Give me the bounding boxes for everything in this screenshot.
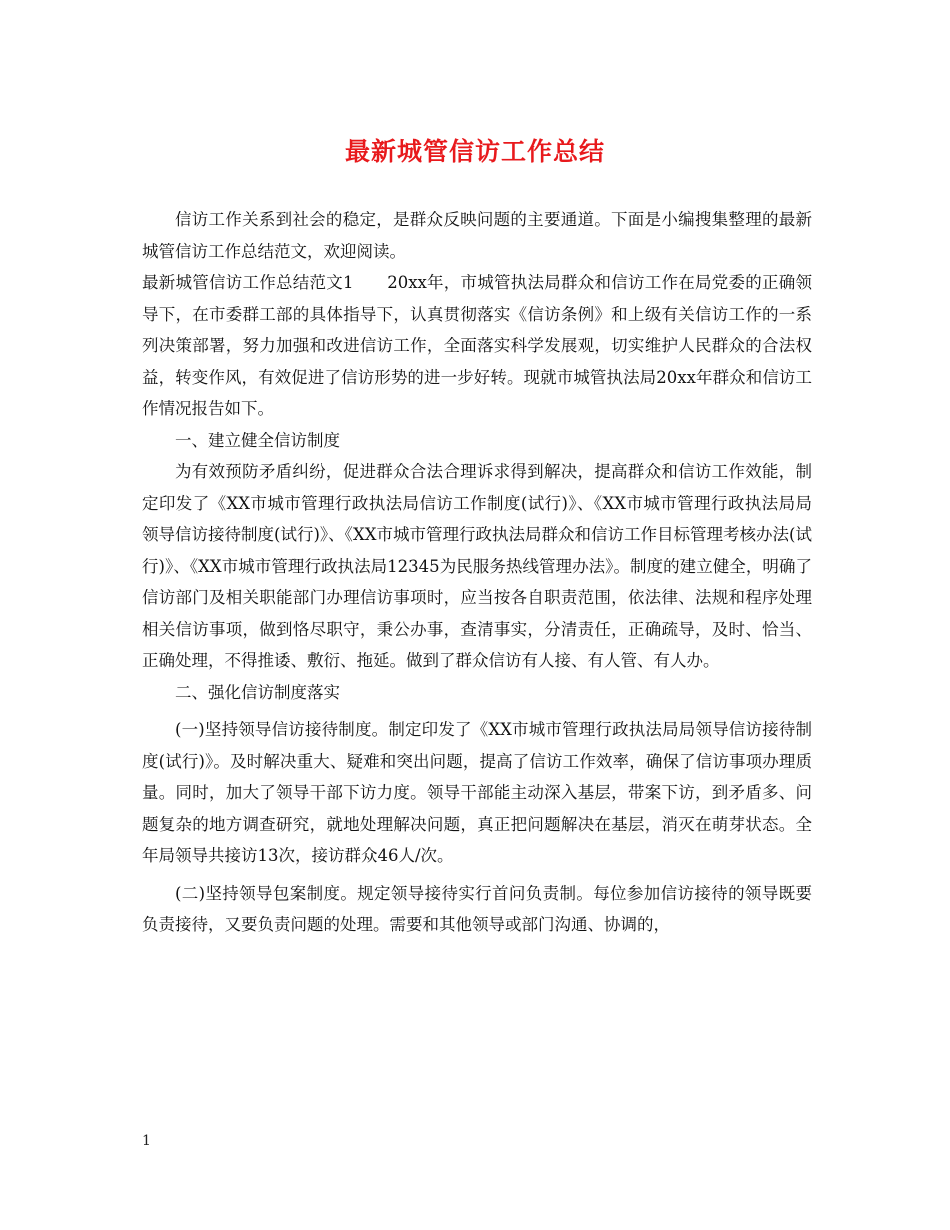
intro-paragraph: 信访工作关系到社会的稳定，是群众反映问题的主要通道。下面是小编搜集整理的最新城管信访工作总结范文，欢迎阅读。: [142, 210, 812, 261]
body-paragraph: (二)坚持领导包案制度。规定领导接待实行首问负责制。每位参加信访接待的领导既要负责接待，又要负责问题的处理。需要和其他领导或部门沟通、协调的，: [142, 883, 812, 934]
section-heading-1: 一、建立健全信访制度: [175, 430, 340, 450]
page-number: 1: [142, 1133, 151, 1149]
body-paragraph: (一)坚持领导信访接待制度。制定印发了《XX市城市管理行政执法局局领导信访接待制度(试行)》。及时解决重大、疑难和突出问题，提高了信访工作效率，确保了信访事项办理质量。同时，加大了领导干部下访力度。领导干部能主动深入基层，带案下访，到矛盾多、问题复杂的地方调查研究，就地处理解决问题，真正把问题解决在基层，消灭在萌芽状态。全年局领导共接访13次，接访群众46人/次。: [142, 720, 812, 865]
document-title: 最新城管信访工作总结: [344, 137, 605, 166]
document-body: [142, 204, 812, 941]
body-paragraph: 为有效预防矛盾纠纷，促进群众合法合理诉求得到解决，提高群众和信访工作效能，制定印发了《XX市城市管理行政执法局信访工作制度(试行)》、《XX市城市管理行政执法局局领导信访接待制度(试行)》、《XX市城市管理行政执法局群众和信访工作目标管理考核办法(试行)》、《XX市城市管理行政执法局12345为民服务热线管理办法》。制度的建立健全，明确了信访部门及相关职能部门办理信访事项时，应当按各自职责范围，依法律、法规和程序处理相关信访事项，做到恪尽职守，秉公办事，查清事实，分清责任，正确疏导，及时、恰当、正确处理，不得推诿、敷衍、拖延。做到了群众信访有人接、有人管、有人办。: [142, 462, 812, 670]
essay-opening-paragraph: 最新城管信访工作总结范文1 20xx年，市城管执法局群众和信访工作在局党委的正确领导下，在市委群工部的具体指导下，认真贯彻落实《信访条例》和上级有关信访工作的一系列决策部署，努力加强和改进信访工作，全面落实科学发展观，切实维护人民群众的合法权益，转变作风，有效促进了信访形势的进一步好转。现就市城管执法局20xx年群众和信访工作情况报告如下。: [142, 273, 812, 418]
section-heading-2: 二、强化信访制度落实: [175, 682, 340, 702]
